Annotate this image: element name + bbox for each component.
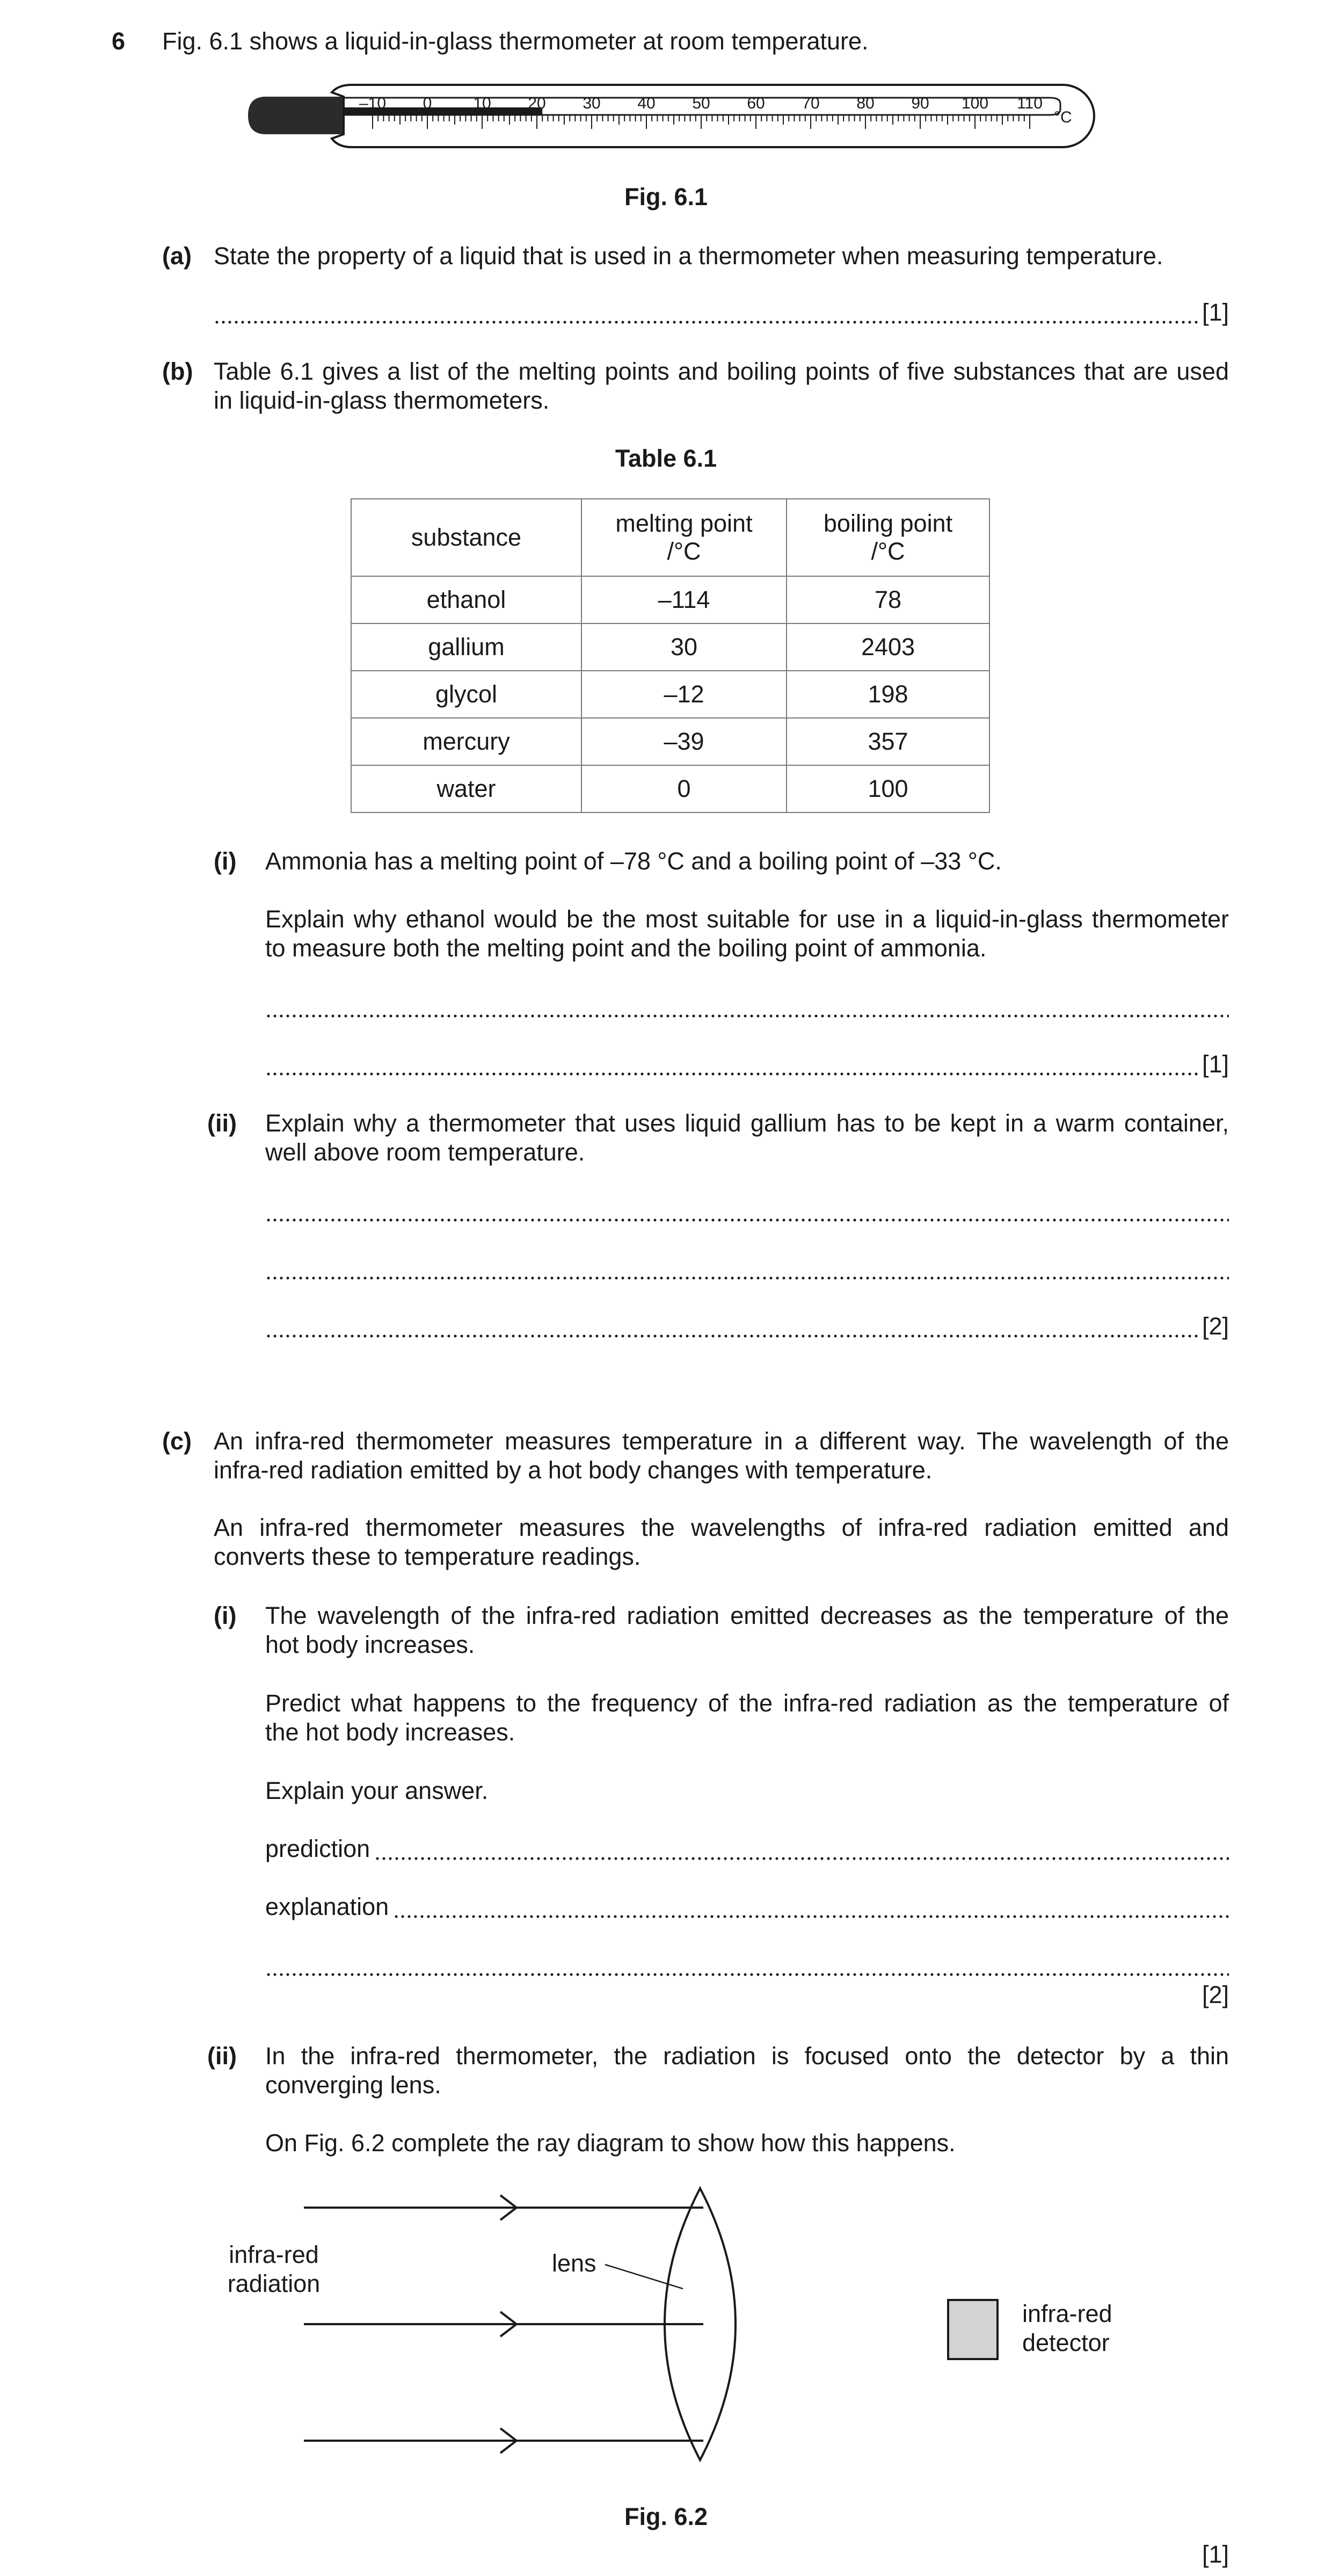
part-c-i-mark: [2] xyxy=(1202,1981,1229,2008)
cell-substance: glycol xyxy=(351,671,581,718)
fig-6-1-caption: Fig. 6.1 xyxy=(624,183,708,211)
ray-arrow-bottom xyxy=(500,2428,516,2453)
infra-red-detector xyxy=(948,2300,998,2359)
question-number: 6 xyxy=(112,27,126,55)
part-b-intro: Table 6.1 gives a list of the melting points and boiling points of five substances that are used in liquid-in-glass thermometers. xyxy=(214,358,1229,414)
scale-label: 30 xyxy=(583,95,601,112)
part-c-ii-label: (ii) xyxy=(207,2042,237,2070)
scale-label: 10 xyxy=(473,95,491,112)
cell-melting: –12 xyxy=(581,671,787,718)
cell-boiling: 100 xyxy=(787,765,989,812)
thermometer-unit: °C xyxy=(1054,108,1072,126)
cell-melting: 30 xyxy=(581,623,787,671)
scale-label: –10 xyxy=(359,95,387,112)
converging-lens xyxy=(665,2188,736,2460)
table-6-1-title: Table 6.1 xyxy=(615,445,717,472)
header-substance: substance xyxy=(351,499,581,576)
scale-label: 100 xyxy=(961,95,989,112)
part-b-i-label: (i) xyxy=(214,847,237,875)
scale-label: 40 xyxy=(637,95,656,112)
table-6-1 xyxy=(351,498,990,813)
thermometer-figure xyxy=(0,0,1332,177)
part-b-ii-answer-line-3[interactable] xyxy=(265,1312,1229,1341)
scale-label: 70 xyxy=(802,95,820,112)
cell-melting: –114 xyxy=(581,576,787,623)
part-c-ii-para-2: On Fig. 6.2 complete the ray diagram to show how this happens. xyxy=(265,2129,956,2157)
thermometer-bulb xyxy=(248,97,344,134)
part-a-question: State the property of a liquid that is used in a thermometer when measuring temperature. xyxy=(214,242,1163,270)
scale-label: 20 xyxy=(528,95,546,112)
table-row xyxy=(351,576,989,623)
table-header-row xyxy=(351,499,989,576)
cell-boiling: 78 xyxy=(787,576,989,623)
scale-label: 80 xyxy=(856,95,875,112)
cell-boiling: 198 xyxy=(787,671,989,718)
cell-melting: –39 xyxy=(581,718,787,765)
detector-label: infra-red detector xyxy=(1022,2300,1112,2356)
cell-boiling: 2403 xyxy=(787,623,989,671)
part-c-para-2: An infra-red thermometer measures the wavelengths of infra-red radiation emitted and converts these to temperature readings. xyxy=(214,1514,1229,1570)
header-boiling-point: boiling point /°C xyxy=(787,499,989,576)
scale-label: 0 xyxy=(423,95,432,112)
part-c-i-para-2: Predict what happens to the frequency of the infra-red radiation as the temperature of the hot body increases. xyxy=(265,1689,1229,1746)
part-b-i-answer-line-2[interactable] xyxy=(265,1050,1229,1079)
ray-arrow-top xyxy=(500,2195,516,2220)
cell-boiling: 357 xyxy=(787,718,989,765)
question-intro: Fig. 6.1 shows a liquid-in-glass thermometer at room temperature. xyxy=(162,27,869,55)
part-b-ii-mark: [2] xyxy=(1202,1312,1229,1340)
ray-arrow-middle xyxy=(500,2312,516,2336)
part-c-label: (c) xyxy=(162,1427,192,1455)
table-row xyxy=(351,718,989,765)
part-a-label: (a) xyxy=(162,242,192,270)
cell-substance: ethanol xyxy=(351,576,581,623)
part-b-i-answer-line-1[interactable] xyxy=(265,992,1229,1021)
part-c-i-para-1: The wavelength of the infra-red radiation emitted decreases as the temperature of the hot body increases. xyxy=(265,1602,1229,1658)
header-melting-point: melting point /°C xyxy=(581,499,787,576)
prediction-label: prediction xyxy=(265,1835,370,1862)
lens-leader-line xyxy=(605,2265,683,2289)
part-b-ii-answer-line-1[interactable] xyxy=(265,1196,1229,1225)
explanation-answer-line[interactable] xyxy=(265,1892,1229,1921)
part-a-answer-line[interactable] xyxy=(214,298,1229,327)
part-c-ii-para-1: In the infra-red thermometer, the radiation is focused onto the detector by a thin converging lens. xyxy=(265,2042,1229,2099)
part-c-i-para-3: Explain your answer. xyxy=(265,1777,489,1804)
part-b-label: (b) xyxy=(162,358,193,385)
part-b-i-question: Explain why ethanol would be the most suitable for use in a liquid-in-glass thermometer to measure both the melting point and the boiling point of ammonia. xyxy=(265,905,1229,962)
cell-substance: gallium xyxy=(351,623,581,671)
part-a-mark: [1] xyxy=(1202,299,1229,326)
scale-label: 50 xyxy=(692,95,710,112)
radiation-label: infra-red radiation xyxy=(227,2241,321,2297)
table-row xyxy=(351,765,989,812)
scale-label: 110 xyxy=(1017,95,1043,112)
lens-label: lens xyxy=(552,2250,596,2277)
cell-substance: water xyxy=(351,765,581,812)
cell-melting: 0 xyxy=(581,765,787,812)
scale-label: 90 xyxy=(911,95,929,112)
fig-6-2-caption: Fig. 6.2 xyxy=(624,2503,708,2530)
explanation-label: explanation xyxy=(265,1893,389,1920)
part-c-para-1: An infra-red thermometer measures temperature in a different way. The wavelength of the infra-red radiation emitted by a hot body changes with temperature. xyxy=(214,1427,1229,1484)
part-b-ii-label: (ii) xyxy=(207,1109,237,1137)
part-c-i-label: (i) xyxy=(214,1602,237,1629)
scale-label: 60 xyxy=(747,95,765,112)
part-b-ii-question: Explain why a thermometer that uses liquid gallium has to be kept in a warm container, well above room temperature. xyxy=(265,1109,1229,1166)
table-row xyxy=(351,623,989,671)
part-b-i-mark: [1] xyxy=(1202,1050,1229,1078)
explanation-answer-line-2[interactable] xyxy=(265,1950,1229,1979)
part-b-ii-answer-line-2[interactable] xyxy=(265,1254,1229,1283)
prediction-answer-line[interactable] xyxy=(265,1834,1229,1863)
part-b-i-text: Ammonia has a melting point of –78 °C and a boiling point of –33 °C. xyxy=(265,847,1002,875)
cell-substance: mercury xyxy=(351,718,581,765)
table-row xyxy=(351,671,989,718)
thermometer-scale-ticks xyxy=(373,115,1030,129)
part-c-ii-mark: [1] xyxy=(1202,2541,1229,2568)
